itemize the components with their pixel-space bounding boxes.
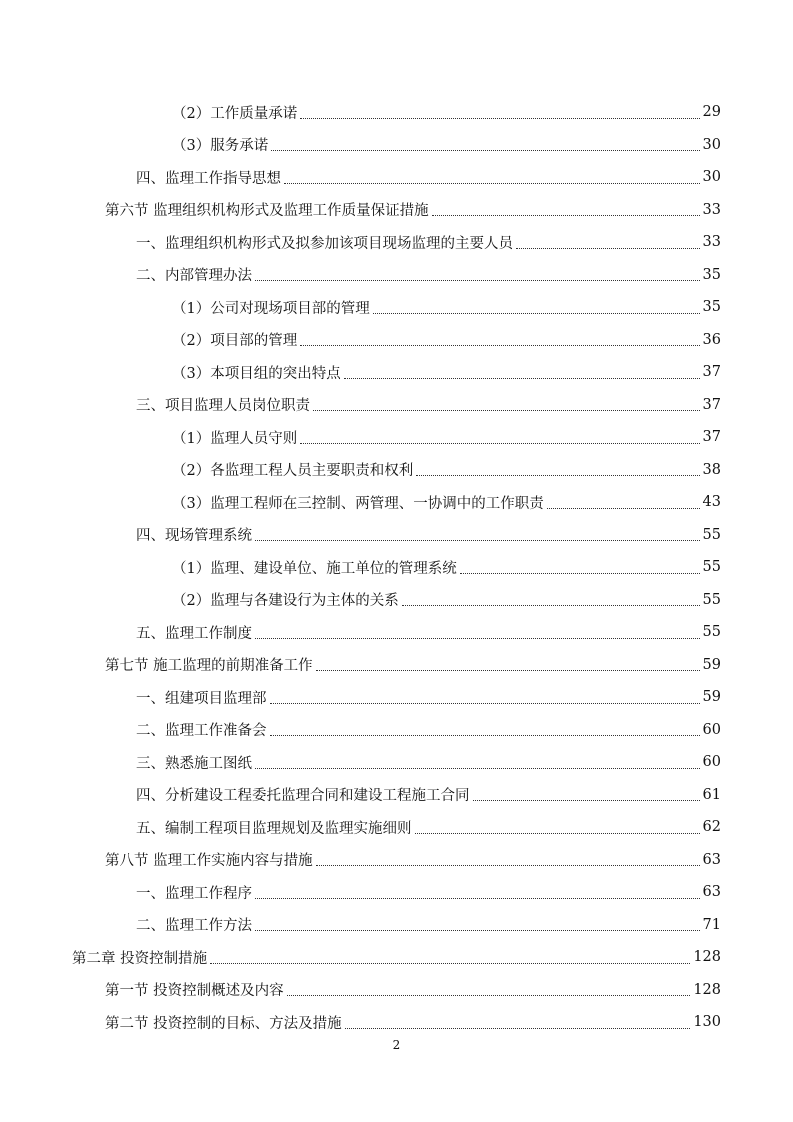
- toc-entry-page: 60: [702, 721, 721, 738]
- dot-leader: [255, 930, 700, 931]
- toc-entry-title: （3）服务承诺: [172, 138, 269, 155]
- dot-leader: [300, 345, 699, 346]
- toc-entry-title: （1）监理、建设单位、施工单位的管理系统: [172, 560, 457, 577]
- dot-leader: [287, 995, 691, 996]
- toc-entry-page: 61: [702, 786, 721, 803]
- toc-entry-title: 二、内部管理办法: [136, 268, 252, 285]
- toc-entry[interactable]: [0, 486, 793, 519]
- toc-entry-title: 一、组建项目监理部: [136, 690, 267, 707]
- toc-entry-page: 59: [702, 656, 721, 673]
- toc-entry-title: 第八节 监理工作实施内容与措施: [105, 853, 313, 870]
- toc-entry[interactable]: [0, 844, 793, 877]
- toc-entry[interactable]: [0, 681, 793, 714]
- toc-entry[interactable]: [0, 226, 793, 259]
- toc-entry-page: 59: [702, 689, 721, 706]
- toc-entry[interactable]: [0, 909, 793, 942]
- dot-leader: [270, 703, 700, 704]
- toc-entry-title: （2）各监理工程人员主要职责和权利: [172, 463, 414, 480]
- toc-entry[interactable]: [0, 1006, 793, 1039]
- toc-entry-title: 第二节 投资控制的目标、方法及措施: [105, 1015, 342, 1032]
- toc-entry-page: 55: [702, 526, 721, 543]
- toc-entry[interactable]: [0, 974, 793, 1007]
- dot-leader: [373, 313, 700, 314]
- dot-leader: [300, 118, 699, 119]
- toc-entry-page: 29: [702, 104, 721, 121]
- toc-entry[interactable]: [0, 714, 793, 747]
- toc-entry-title: （2）项目部的管理: [172, 333, 298, 350]
- toc-entry[interactable]: [0, 421, 793, 454]
- dot-leader: [210, 963, 690, 964]
- dot-leader: [516, 248, 700, 249]
- toc-entry-page: 128: [693, 949, 721, 966]
- dot-leader: [473, 800, 700, 801]
- toc-entry-page: 37: [702, 429, 721, 446]
- toc-entry-title: 第七节 施工监理的前期准备工作: [105, 658, 313, 675]
- table-of-contents: [0, 96, 793, 1039]
- toc-entry[interactable]: [0, 389, 793, 422]
- dot-leader: [255, 768, 700, 769]
- toc-entry[interactable]: [0, 129, 793, 162]
- toc-entry-title: 一、监理组织机构形式及拟参加该项目现场监理的主要人员: [136, 235, 513, 252]
- toc-entry-page: 43: [702, 494, 721, 511]
- toc-entry-page: 30: [702, 169, 721, 186]
- toc-entry-page: 38: [702, 461, 721, 478]
- toc-entry[interactable]: [0, 194, 793, 227]
- dot-leader: [460, 573, 700, 574]
- dot-leader: [402, 605, 700, 606]
- toc-entry[interactable]: [0, 649, 793, 682]
- dot-leader: [255, 280, 700, 281]
- toc-entry[interactable]: [0, 324, 793, 357]
- toc-entry-page: 55: [702, 624, 721, 641]
- dot-leader: [316, 670, 700, 671]
- dot-leader: [255, 540, 700, 541]
- dot-leader: [255, 898, 700, 899]
- toc-entry-title: 四、现场管理系统: [136, 528, 252, 545]
- toc-entry-title: 三、熟悉施工图纸: [136, 755, 252, 772]
- toc-entry[interactable]: [0, 96, 793, 129]
- toc-entry-title: （3）本项目组的突出特点: [172, 365, 341, 382]
- toc-entry-title: 第二章 投资控制措施: [72, 950, 208, 967]
- dot-leader: [284, 183, 700, 184]
- toc-entry-page: 37: [702, 364, 721, 381]
- toc-entry-title: 二、监理工作方法: [136, 918, 252, 935]
- toc-entry[interactable]: [0, 291, 793, 324]
- toc-entry-title: 三、项目监理人员岗位职责: [136, 398, 310, 415]
- toc-entry-page: 37: [702, 396, 721, 413]
- toc-entry-page: 130: [693, 1014, 721, 1031]
- toc-entry[interactable]: [0, 616, 793, 649]
- dot-leader: [432, 215, 700, 216]
- toc-entry-page: 35: [702, 299, 721, 316]
- toc-entry-page: 128: [693, 981, 721, 998]
- toc-entry-title: 四、分析建设工程委托监理合同和建设工程施工合同: [136, 788, 470, 805]
- toc-entry-title: （2）监理与各建设行为主体的关系: [172, 593, 399, 610]
- toc-entry-page: 33: [702, 201, 721, 218]
- toc-entry[interactable]: [0, 876, 793, 909]
- toc-entry-title: 五、编制工程项目监理规划及监理实施细则: [136, 820, 412, 837]
- toc-entry[interactable]: [0, 161, 793, 194]
- dot-leader: [313, 410, 700, 411]
- toc-entry[interactable]: [0, 811, 793, 844]
- dot-leader: [416, 475, 699, 476]
- toc-entry[interactable]: [0, 551, 793, 584]
- toc-entry-title: 二、监理工作准备会: [136, 723, 267, 740]
- toc-entry-title: （1）公司对现场项目部的管理: [172, 300, 370, 317]
- dot-leader: [316, 865, 700, 866]
- toc-entry[interactable]: [0, 746, 793, 779]
- dot-leader: [270, 735, 700, 736]
- dot-leader: [271, 150, 699, 151]
- toc-entry-page: 36: [702, 331, 721, 348]
- dot-leader: [547, 508, 700, 509]
- toc-entry-page: 62: [702, 819, 721, 836]
- toc-entry-title: 五、监理工作制度: [136, 625, 252, 642]
- toc-entry[interactable]: [0, 454, 793, 487]
- toc-entry[interactable]: [0, 259, 793, 292]
- toc-entry-page: 63: [702, 851, 721, 868]
- dot-leader: [255, 638, 700, 639]
- dot-leader: [300, 443, 699, 444]
- toc-entry-title: （1）监理人员守则: [172, 430, 298, 447]
- dot-leader: [415, 833, 700, 834]
- toc-entry-page: 63: [702, 884, 721, 901]
- toc-entry-title: 四、监理工作指导思想: [136, 170, 281, 187]
- toc-entry[interactable]: [0, 779, 793, 812]
- toc-entry-page: 55: [702, 559, 721, 576]
- dot-leader: [345, 1028, 691, 1029]
- toc-entry[interactable]: [0, 356, 793, 389]
- toc-entry-page: 71: [702, 916, 721, 933]
- toc-entry-title: 一、监理工作程序: [136, 885, 252, 902]
- toc-entry[interactable]: [0, 584, 793, 617]
- toc-entry[interactable]: [0, 941, 793, 974]
- toc-entry-page: 60: [702, 754, 721, 771]
- page-number: 2: [392, 1038, 401, 1052]
- toc-entry-title: （3）监理工程师在三控制、两管理、一协调中的工作职责: [172, 495, 544, 512]
- toc-entry-title: （2）工作质量承诺: [172, 105, 298, 122]
- toc-entry-page: 33: [702, 234, 721, 251]
- dot-leader: [344, 378, 700, 379]
- toc-entry-title: 第六节 监理组织机构形式及监理工作质量保证措施: [105, 203, 429, 220]
- toc-entry[interactable]: [0, 519, 793, 552]
- toc-entry-title: 第一节 投资控制概述及内容: [105, 983, 284, 1000]
- toc-entry-page: 35: [702, 266, 721, 283]
- toc-entry-page: 30: [702, 136, 721, 153]
- toc-entry-page: 55: [702, 591, 721, 608]
